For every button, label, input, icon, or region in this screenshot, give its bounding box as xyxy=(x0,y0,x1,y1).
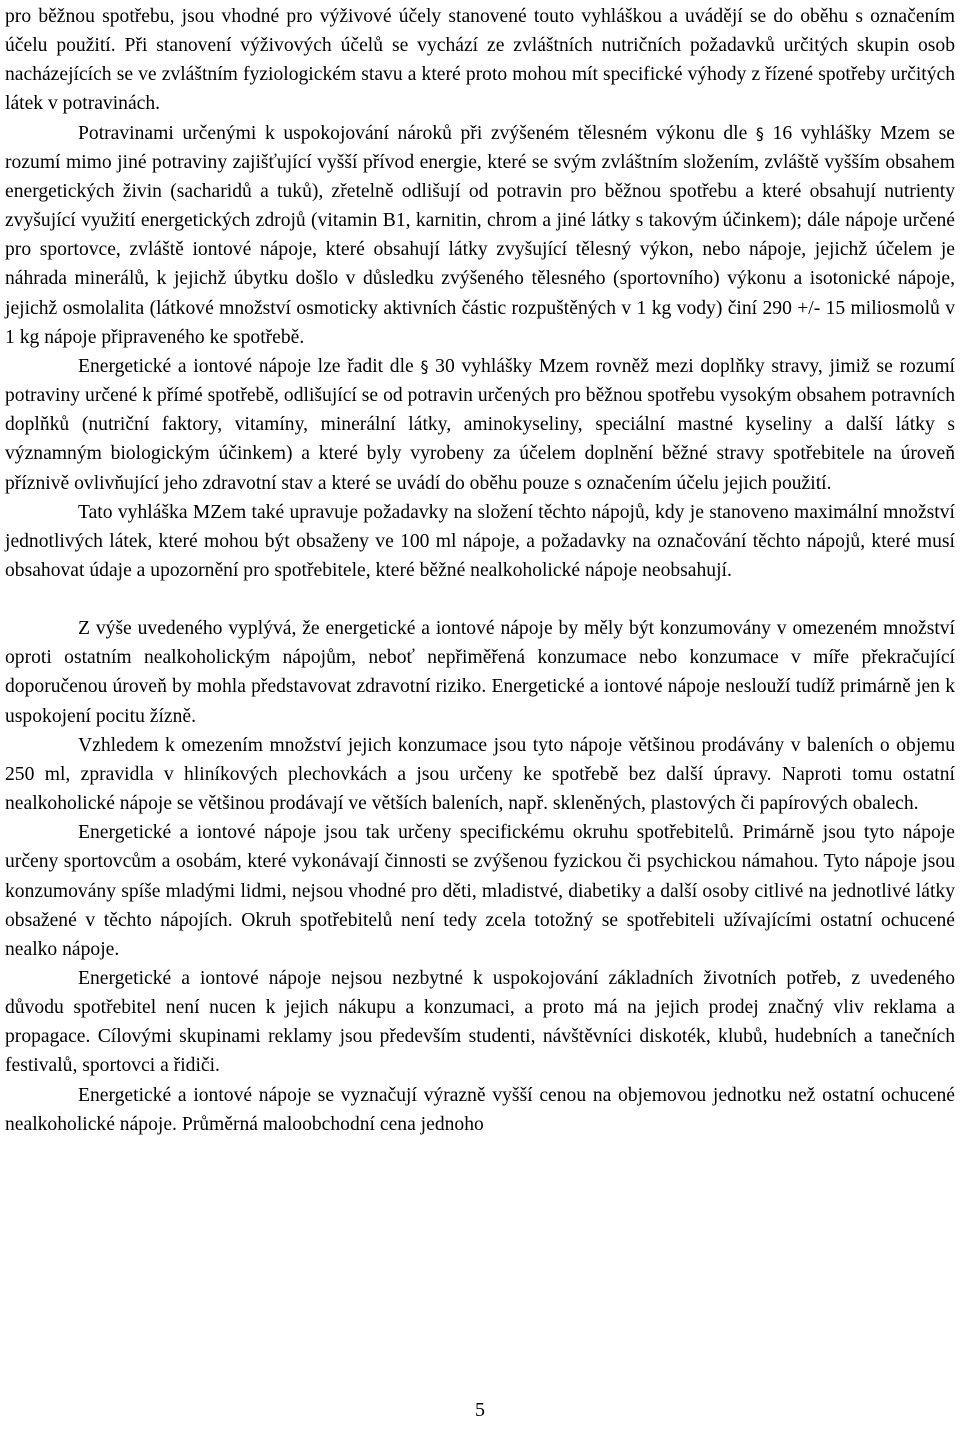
page-number: 5 xyxy=(475,1399,485,1421)
paragraph-3-lead: Energetické a iontové nápoje lze řadit dle xyxy=(78,355,414,377)
paragraph-2-rest: 16 vyhlášky Mzem se rozumí mimo jiné potraviny zajišťující vyšší přívod energie, které se svým zvláštním složením, zvláště vyšším obsahem energetických živin (sacharidů a tuků), zřetelně odlišují od potravin pro běžnou spotřebu a které obsahují nutrienty zvyšující využití energetických zdrojů (vitamin B1, karnitin, chrom a jiné látky s takovým účinkem); dále nápoje určené pro sportovce, zvláště iontové nápoje, které obsahují látky zvyšující tělesný výkon, nebo nápoje, jejichž účelem je náhrada minerálů, k jejichž úbytku došlo v důsledku zvýšeného tělesného (sportovního) výkonu a isotonické nápoje, jejichž osmolalita (látkové množství osmoticky aktivních částic rozpuštěných v 1 kg vody) činí 290 +/- 15 miliosmolů v 1 kg nápoje připraveného ke spotřebě. xyxy=(5,122,955,348)
paragraph-8: Energetické a iontové nápoje nejsou nezbytné k uspokojování základních životních potřeb, z uvedeného důvodu spotřebitel není nucen k jejich nákupu a konzumaci, a proto má na jejich prodej značný vliv reklama a propagace. Cílovými skupinami reklamy jsou především studenti, návštěvníci diskoték, klubů, hudebních a tanečních festivalů, sportovci a řidiči. xyxy=(5,968,955,1077)
paragraph-2 xyxy=(5,119,955,352)
paragraph-9: Energetické a iontové nápoje se vyznačují výrazně vyšší cenou na objemovou jednotku než ostatní ochucené nealkoholické nápoje. Průměrná maloobchodní cena jednoho xyxy=(5,1084,955,1135)
paragraph-1: pro běžnou spotřebu, jsou vhodné pro výživové účely stanovené touto vyhláškou a uvádějí se do oběhu s označením účelu použití. Při stanovení výživových účelů se vychází ze zvláštních nutričních požadavků určitých skupin osob nacházejících se ve zvláštním fyziologickém stavu a které proto mohou mít specifické výhody z řízené spotřeby určitých látek v potravinách. xyxy=(5,6,955,115)
paragraph-2-lead: Potravinami určenými k uspokojování nároků při zvýšeném tělesném výkonu dle xyxy=(78,122,748,144)
paragraph-7: Energetické a iontové nápoje jsou tak určeny specifickému okruhu spotřebitelů. Primárně jsou tyto nápoje určeny sportovcům a osobám, které vykonávají činnosti se zvýšenou fyzickou či psychickou námahou. Tyto nápoje jsou konzumovány spíše mladými lidmi, nejsou vhodné pro děti, mladistvé, diabetiky a další osoby citlivé na jednotlivé látky obsažené v těchto nápojích. Okruh spotřebitelů není tedy zcela totožný se spotřebiteli užívajícími ostatní ochucené nealko nápoje. xyxy=(5,822,955,960)
section-sign: § xyxy=(420,356,429,376)
paragraph-3-rest: 30 vyhlášky Mzem rovněž mezi doplňky stravy, jimiž se rozumí potraviny určené k přímé spotřebě, odlišující se od potravin určených pro běžnou spotřebu vysokým obsahem potravních doplňků (nutriční faktory, vitamíny, minerální látky, aminokyseliny, speciální mastné kyseliny a další látky s významným biologickým účinkem) a které byly vyrobeny za účelem doplnění běžné stravy spotřebitele na úroveň příznivě ovlivňující jeho zdravotní stav a které se uvádí do oběhu pouze s označením účelu jejich použití. xyxy=(5,355,956,494)
paragraph-6: Vzhledem k omezením množství jejich konzumace jsou tyto nápoje většinou prodávány v baleních o objemu 250 ml, zpravidla v hliníkových plechovkách a jsou určeny ke spotřebě bez další úpravy. Naproti tomu ostatní nealkoholické nápoje se většinou prodávají ve větších baleních, např. skleněných, plastových či papírových obalech. xyxy=(5,734,955,815)
document-body xyxy=(5,2,955,1139)
paragraph-spacer xyxy=(5,585,955,614)
paragraph-3 xyxy=(5,352,955,498)
paragraph-5: Z výše uvedeného vyplývá, že energetické a iontové nápoje by měly být konzumovány v omezeném množství oproti ostatním nealkoholickým nápojům, neboť nepřiměřená konzumace nebo konzumace v míře překračující doporučenou úroveň by mohla představovat zdravotní riziko. Energetické a iontové nápoje neslouží tudíž primárně jen k uspokojení pocitu žízně. xyxy=(5,618,955,727)
section-sign: § xyxy=(755,123,764,143)
paragraph-4: Tato vyhláška MZem také upravuje požadavky na složení těchto nápojů, kdy je stanoveno maximální množství jednotlivých látek, které mohou být obsaženy ve 100 ml nápoje, a požadavky na označování těchto nápojů, které musí obsahovat údaje a upozornění pro spotřebitele, které běžné nealkoholické nápoje neobsahují. xyxy=(5,501,955,581)
